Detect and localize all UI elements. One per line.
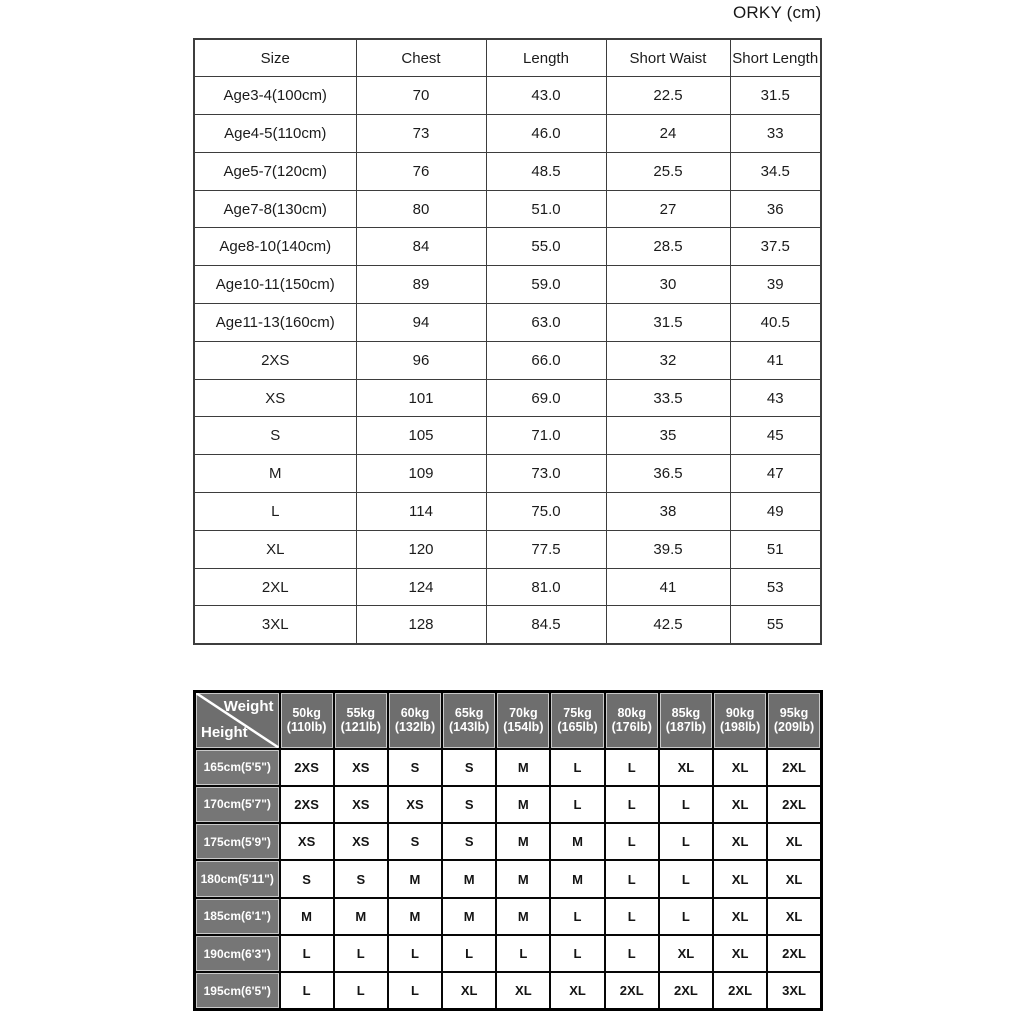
fit-table-row bbox=[195, 898, 822, 935]
weight-kg-label: 60kg bbox=[400, 706, 430, 721]
measurement-value-cell: 40.5 bbox=[730, 304, 821, 342]
recommended-size-cell: M bbox=[280, 898, 334, 935]
recommended-size-cell: XL bbox=[442, 972, 496, 1009]
measurement-value-cell: 42.5 bbox=[606, 606, 730, 644]
measurement-value-cell: 47 bbox=[730, 455, 821, 493]
size-table-row bbox=[194, 455, 821, 493]
column-header-size: Size bbox=[194, 39, 356, 77]
recommended-size-cell: L bbox=[659, 786, 713, 823]
size-name-cell: S bbox=[194, 417, 356, 455]
height-row-header: 190cm(6'3") bbox=[195, 935, 280, 972]
weight-lb-label: (198lb) bbox=[719, 720, 761, 735]
size-name-cell: Age10-11(150cm) bbox=[194, 266, 356, 304]
size-table-row bbox=[194, 152, 821, 190]
recommended-size-cell: M bbox=[550, 823, 604, 860]
measurement-value-cell: 41 bbox=[730, 341, 821, 379]
measurement-value-cell: 84.5 bbox=[486, 606, 606, 644]
measurement-value-cell: 63.0 bbox=[486, 304, 606, 342]
measurement-value-cell: 71.0 bbox=[486, 417, 606, 455]
measurement-value-cell: 80 bbox=[356, 190, 486, 228]
recommended-size-cell: L bbox=[605, 860, 659, 897]
recommended-size-cell: L bbox=[496, 935, 550, 972]
recommended-size-cell: L bbox=[388, 972, 442, 1009]
height-row-header: 180cm(5'11") bbox=[195, 860, 280, 897]
column-header-chest: Chest bbox=[356, 39, 486, 77]
measurement-value-cell: 51.0 bbox=[486, 190, 606, 228]
weight-lb-label: (143lb) bbox=[449, 720, 490, 735]
weight-lb-label: (154lb) bbox=[503, 720, 544, 735]
recommended-size-cell: XL bbox=[659, 749, 713, 786]
measurement-value-cell: 124 bbox=[356, 568, 486, 606]
size-name-cell: Age8-10(140cm) bbox=[194, 228, 356, 266]
recommended-size-cell: M bbox=[334, 898, 388, 935]
recommended-size-cell: 2XS bbox=[280, 749, 334, 786]
recommended-size-cell: XS bbox=[334, 823, 388, 860]
size-table-row bbox=[194, 266, 821, 304]
weight-kg-label: 95kg bbox=[779, 706, 809, 721]
measurement-value-cell: 77.5 bbox=[486, 530, 606, 568]
height-row-header: 165cm(5'5") bbox=[195, 749, 280, 786]
measurement-value-cell: 43.0 bbox=[486, 77, 606, 115]
fit-table-row bbox=[195, 749, 822, 786]
fit-table-row bbox=[195, 786, 822, 823]
size-name-cell: 3XL bbox=[194, 606, 356, 644]
recommended-size-cell: XL bbox=[659, 935, 713, 972]
measurement-value-cell: 120 bbox=[356, 530, 486, 568]
recommended-size-cell: XL bbox=[713, 749, 767, 786]
size-table-header-row bbox=[194, 39, 821, 77]
weight-kg-label: 65kg bbox=[454, 706, 484, 721]
measurement-value-cell: 114 bbox=[356, 493, 486, 531]
measurement-value-cell: 38 bbox=[606, 493, 730, 531]
corner-weight-label: Weight bbox=[223, 698, 274, 715]
recommended-size-cell: L bbox=[280, 972, 334, 1009]
recommended-size-cell: 2XL bbox=[713, 972, 767, 1009]
weight-lb-label: (121lb) bbox=[340, 720, 381, 735]
recommended-size-cell: L bbox=[605, 786, 659, 823]
measurement-value-cell: 55 bbox=[730, 606, 821, 644]
size-table-body bbox=[194, 77, 821, 644]
recommended-size-cell: M bbox=[442, 860, 496, 897]
weight-lb-label: (209lb) bbox=[773, 720, 815, 735]
recommended-size-cell: XL bbox=[713, 860, 767, 897]
measurement-value-cell: 22.5 bbox=[606, 77, 730, 115]
fit-table-header-row bbox=[195, 692, 822, 749]
recommended-size-cell: M bbox=[388, 898, 442, 935]
recommended-size-cell: M bbox=[442, 898, 496, 935]
measurement-value-cell: 101 bbox=[356, 379, 486, 417]
size-name-cell: 2XL bbox=[194, 568, 356, 606]
size-name-cell: 2XS bbox=[194, 341, 356, 379]
recommended-size-cell: S bbox=[442, 749, 496, 786]
recommended-size-cell: 2XL bbox=[767, 749, 821, 786]
measurement-value-cell: 55.0 bbox=[486, 228, 606, 266]
measurement-value-cell: 30 bbox=[606, 266, 730, 304]
measurement-value-cell: 37.5 bbox=[730, 228, 821, 266]
recommended-size-cell: 2XL bbox=[605, 972, 659, 1009]
size-name-cell: Age11-13(160cm) bbox=[194, 304, 356, 342]
size-name-cell: Age7-8(130cm) bbox=[194, 190, 356, 228]
recommended-size-cell: L bbox=[550, 935, 604, 972]
recommended-size-cell: L bbox=[605, 935, 659, 972]
size-table-row bbox=[194, 190, 821, 228]
measurement-value-cell: 89 bbox=[356, 266, 486, 304]
recommended-size-cell: XS bbox=[388, 786, 442, 823]
fit-table-row bbox=[195, 972, 822, 1009]
weight-column-header bbox=[496, 692, 550, 749]
measurement-value-cell: 53 bbox=[730, 568, 821, 606]
weight-lb-label: (132lb) bbox=[394, 720, 436, 735]
measurement-value-cell: 48.5 bbox=[486, 152, 606, 190]
measurement-value-cell: 39 bbox=[730, 266, 821, 304]
measurement-value-cell: 94 bbox=[356, 304, 486, 342]
size-table-row bbox=[194, 568, 821, 606]
recommended-size-cell: L bbox=[334, 972, 388, 1009]
size-table-row bbox=[194, 341, 821, 379]
weight-column-header bbox=[280, 692, 334, 749]
recommended-size-cell: L bbox=[659, 823, 713, 860]
recommended-size-cell: 2XL bbox=[767, 935, 821, 972]
recommended-size-cell: XL bbox=[713, 935, 767, 972]
measurement-value-cell: 128 bbox=[356, 606, 486, 644]
weight-kg-label: 90kg bbox=[725, 706, 755, 721]
measurement-value-cell: 73.0 bbox=[486, 455, 606, 493]
size-table-row bbox=[194, 493, 821, 531]
recommended-size-cell: L bbox=[659, 860, 713, 897]
measurement-value-cell: 105 bbox=[356, 417, 486, 455]
recommended-size-cell: 3XL bbox=[767, 972, 821, 1009]
recommended-size-cell: S bbox=[388, 823, 442, 860]
size-name-cell: XS bbox=[194, 379, 356, 417]
recommended-size-cell: XL bbox=[496, 972, 550, 1009]
recommended-size-cell: XL bbox=[767, 860, 821, 897]
measurement-value-cell: 69.0 bbox=[486, 379, 606, 417]
weight-lb-label: (187lb) bbox=[665, 720, 707, 735]
measurement-value-cell: 27 bbox=[606, 190, 730, 228]
measurement-value-cell: 84 bbox=[356, 228, 486, 266]
weight-kg-label: 75kg bbox=[563, 706, 592, 721]
column-header-short-length: Short Length bbox=[730, 39, 821, 77]
measurement-value-cell: 33.5 bbox=[606, 379, 730, 417]
size-table-row bbox=[194, 228, 821, 266]
height-row-header: 185cm(6'1") bbox=[195, 898, 280, 935]
measurement-value-cell: 31.5 bbox=[730, 77, 821, 115]
recommended-size-cell: L bbox=[442, 935, 496, 972]
height-row-header: 195cm(6'5") bbox=[195, 972, 280, 1009]
recommended-size-cell: M bbox=[550, 860, 604, 897]
weight-kg-label: 50kg bbox=[292, 706, 321, 721]
corner-height-label: Height bbox=[201, 723, 248, 741]
recommended-size-cell: M bbox=[496, 823, 550, 860]
measurement-value-cell: 35 bbox=[606, 417, 730, 455]
recommended-size-cell: 2XL bbox=[767, 786, 821, 823]
weight-column-header bbox=[605, 692, 659, 749]
recommended-size-cell: XS bbox=[280, 823, 334, 860]
measurement-value-cell: 36.5 bbox=[606, 455, 730, 493]
size-table-row bbox=[194, 530, 821, 568]
size-name-cell: XL bbox=[194, 530, 356, 568]
recommended-size-cell: L bbox=[605, 823, 659, 860]
measurement-value-cell: 76 bbox=[356, 152, 486, 190]
fit-table-body bbox=[195, 749, 822, 1010]
measurement-value-cell: 46.0 bbox=[486, 115, 606, 153]
recommended-size-cell: M bbox=[496, 860, 550, 897]
size-table-row bbox=[194, 115, 821, 153]
recommended-size-cell: L bbox=[280, 935, 334, 972]
column-header-length: Length bbox=[486, 39, 606, 77]
recommended-size-cell: S bbox=[280, 860, 334, 897]
recommended-size-cell: M bbox=[496, 898, 550, 935]
recommended-size-cell: L bbox=[388, 935, 442, 972]
measurement-value-cell: 39.5 bbox=[606, 530, 730, 568]
measurement-value-cell: 24 bbox=[606, 115, 730, 153]
size-table-row bbox=[194, 304, 821, 342]
recommended-size-cell: S bbox=[388, 749, 442, 786]
measurement-value-cell: 36 bbox=[730, 190, 821, 228]
size-name-cell: Age5-7(120cm) bbox=[194, 152, 356, 190]
weight-kg-label: 85kg bbox=[671, 706, 701, 721]
size-measurement-table bbox=[193, 38, 822, 645]
recommended-size-cell: XL bbox=[550, 972, 604, 1009]
measurement-value-cell: 73 bbox=[356, 115, 486, 153]
measurement-value-cell: 41 bbox=[606, 568, 730, 606]
size-table-row bbox=[194, 379, 821, 417]
recommended-size-cell: M bbox=[496, 786, 550, 823]
measurement-value-cell: 81.0 bbox=[486, 568, 606, 606]
recommended-size-cell: XL bbox=[767, 898, 821, 935]
measurement-value-cell: 51 bbox=[730, 530, 821, 568]
weight-kg-label: 70kg bbox=[509, 706, 538, 721]
weight-column-header bbox=[442, 692, 496, 749]
weight-lb-label: (176lb) bbox=[611, 720, 652, 735]
recommended-size-cell: XS bbox=[334, 749, 388, 786]
size-name-cell: Age3-4(100cm) bbox=[194, 77, 356, 115]
brand-unit-label: ORKY (cm) bbox=[733, 3, 822, 22]
recommended-size-cell: L bbox=[550, 749, 604, 786]
measurement-value-cell: 96 bbox=[356, 341, 486, 379]
measurement-value-cell: 32 bbox=[606, 341, 730, 379]
weight-height-corner-cell bbox=[195, 692, 280, 749]
recommended-size-cell: S bbox=[442, 823, 496, 860]
height-row-header: 170cm(5'7") bbox=[195, 786, 280, 823]
measurement-value-cell: 109 bbox=[356, 455, 486, 493]
recommended-size-cell: M bbox=[388, 860, 442, 897]
measurement-value-cell: 49 bbox=[730, 493, 821, 531]
recommended-size-cell: 2XL bbox=[659, 972, 713, 1009]
weight-column-header bbox=[659, 692, 713, 749]
recommended-size-cell: L bbox=[550, 786, 604, 823]
measurement-value-cell: 45 bbox=[730, 417, 821, 455]
recommended-size-cell: M bbox=[496, 749, 550, 786]
size-table-row bbox=[194, 77, 821, 115]
weight-lb-label: (110lb) bbox=[286, 720, 327, 735]
recommended-size-cell: XL bbox=[713, 898, 767, 935]
size-name-cell: Age4-5(110cm) bbox=[194, 115, 356, 153]
weight-column-header bbox=[767, 692, 821, 749]
measurement-value-cell: 66.0 bbox=[486, 341, 606, 379]
fit-table-row bbox=[195, 860, 822, 897]
measurement-value-cell: 28.5 bbox=[606, 228, 730, 266]
measurement-value-cell: 33 bbox=[730, 115, 821, 153]
recommended-size-cell: XL bbox=[767, 823, 821, 860]
weight-column-header bbox=[713, 692, 767, 749]
size-name-cell: M bbox=[194, 455, 356, 493]
measurement-value-cell: 43 bbox=[730, 379, 821, 417]
recommended-size-cell: S bbox=[442, 786, 496, 823]
weight-column-header bbox=[388, 692, 442, 749]
size-table-row bbox=[194, 417, 821, 455]
measurement-value-cell: 59.0 bbox=[486, 266, 606, 304]
height-weight-size-table bbox=[193, 690, 823, 1011]
recommended-size-cell: S bbox=[334, 860, 388, 897]
weight-kg-label: 80kg bbox=[617, 706, 646, 721]
recommended-size-cell: L bbox=[659, 898, 713, 935]
measurement-value-cell: 75.0 bbox=[486, 493, 606, 531]
recommended-size-cell: XL bbox=[713, 823, 767, 860]
measurement-value-cell: 25.5 bbox=[606, 152, 730, 190]
recommended-size-cell: 2XS bbox=[280, 786, 334, 823]
recommended-size-cell: L bbox=[605, 898, 659, 935]
height-row-header: 175cm(5'9") bbox=[195, 823, 280, 860]
recommended-size-cell: XL bbox=[713, 786, 767, 823]
recommended-size-cell: L bbox=[605, 749, 659, 786]
fit-table-row bbox=[195, 935, 822, 972]
fit-table-row bbox=[195, 823, 822, 860]
weight-column-header bbox=[334, 692, 388, 749]
weight-lb-label: (165lb) bbox=[557, 720, 598, 735]
column-header-short-waist: Short Waist bbox=[606, 39, 730, 77]
size-name-cell: L bbox=[194, 493, 356, 531]
recommended-size-cell: L bbox=[550, 898, 604, 935]
recommended-size-cell: XS bbox=[334, 786, 388, 823]
recommended-size-cell: L bbox=[334, 935, 388, 972]
measurement-value-cell: 70 bbox=[356, 77, 486, 115]
weight-kg-label: 55kg bbox=[346, 706, 376, 721]
weight-column-header bbox=[550, 692, 604, 749]
measurement-value-cell: 31.5 bbox=[606, 304, 730, 342]
size-table-row bbox=[194, 606, 821, 644]
measurement-value-cell: 34.5 bbox=[730, 152, 821, 190]
